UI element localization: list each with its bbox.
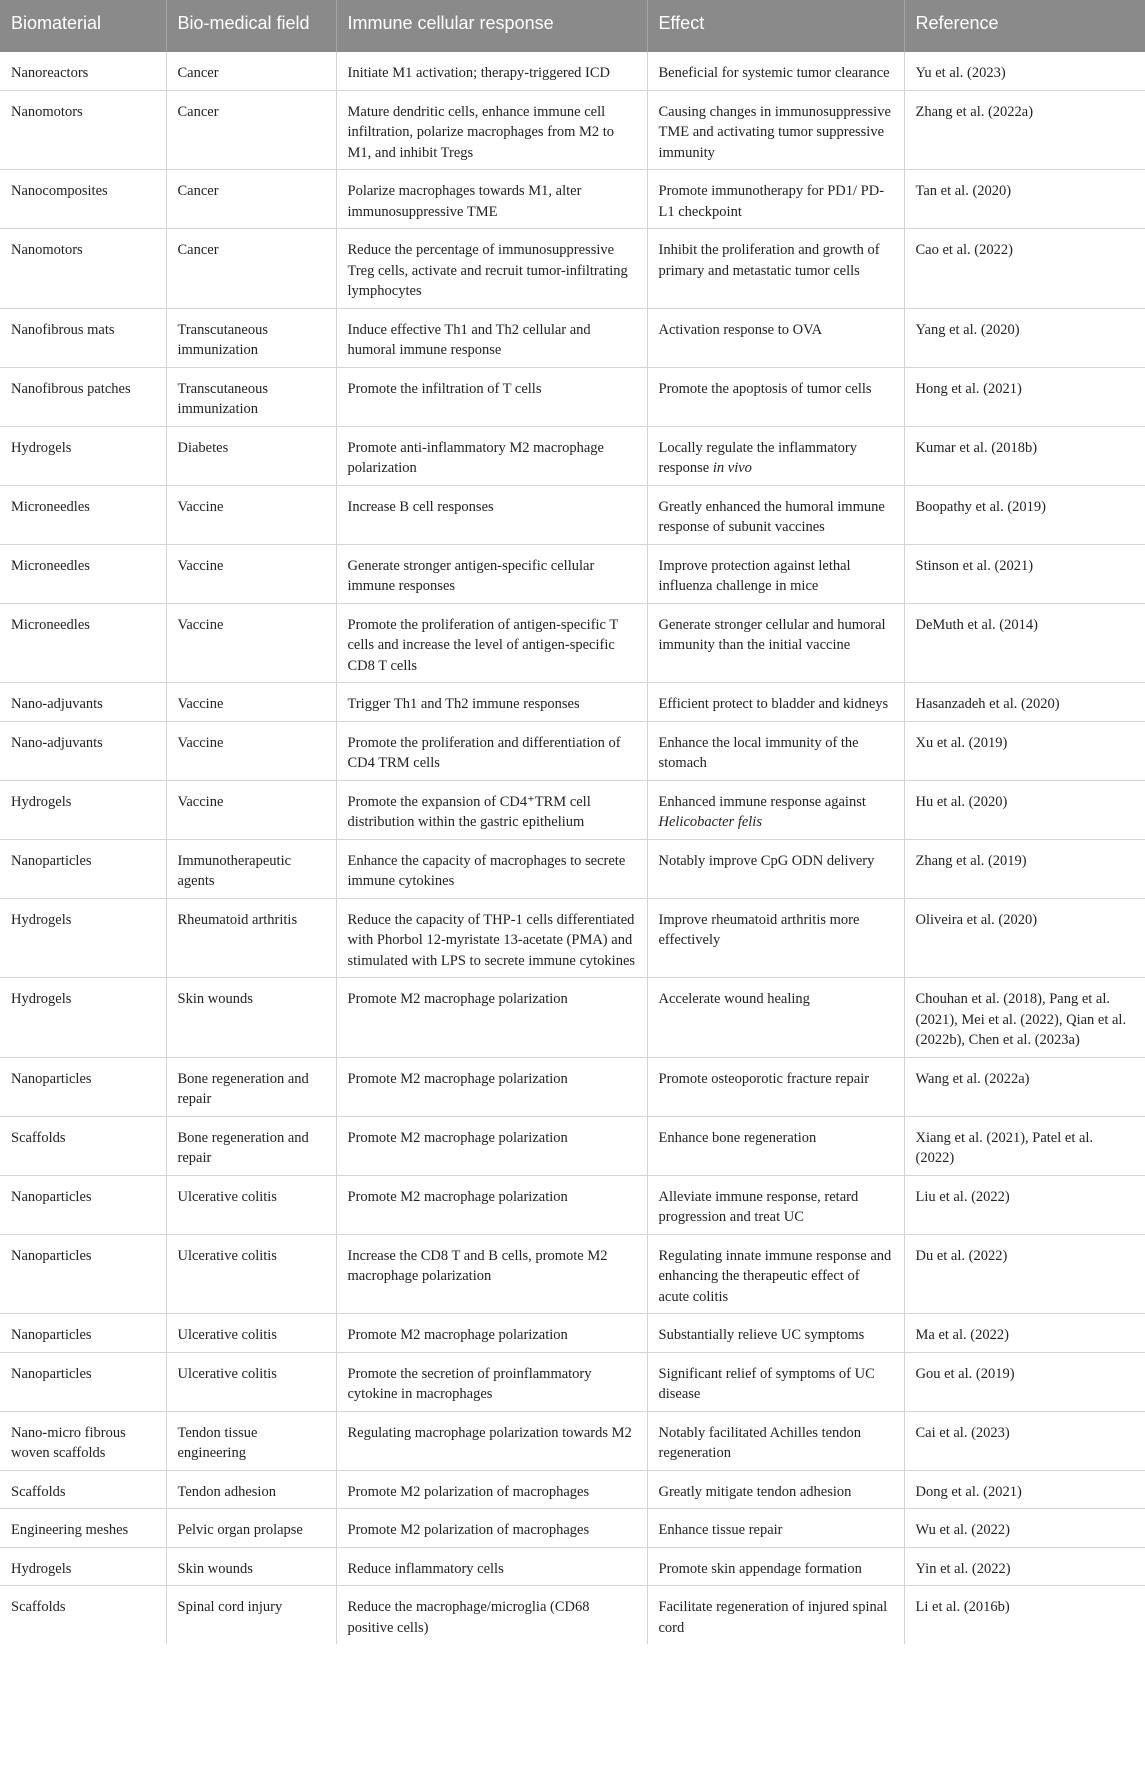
effect-cell: Enhance the local immunity of the stomach	[647, 721, 904, 780]
reference-cell: Yang et al. (2020)	[904, 308, 1145, 367]
biomedical-field-cell: Immunotherapeutic agents	[166, 839, 336, 898]
immune-response-cell: Promote M2 macrophage polarization	[336, 1057, 647, 1116]
biomaterial-cell: Hydrogels	[0, 780, 166, 839]
reference-cell: Zhang et al. (2022a)	[904, 90, 1145, 170]
reference-cell: Liu et al. (2022)	[904, 1175, 1145, 1234]
biomedical-field-cell: Transcutaneous immunization	[166, 308, 336, 367]
effect-cell: Accelerate wound healing	[647, 978, 904, 1058]
effect-cell: Promote the apoptosis of tumor cells	[647, 367, 904, 426]
immune-response-cell: Promote M2 polarization of macrophages	[336, 1509, 647, 1548]
reference-cell: Cai et al. (2023)	[904, 1411, 1145, 1470]
reference-cell: Gou et al. (2019)	[904, 1352, 1145, 1411]
biomedical-field-cell: Cancer	[166, 52, 336, 90]
table-row	[0, 1234, 1145, 1314]
biomaterial-cell: Nanomotors	[0, 90, 166, 170]
effect-cell: Beneficial for systemic tumor clearance	[647, 52, 904, 90]
biomaterial-cell: Nanoparticles	[0, 1234, 166, 1314]
reference-cell: Wang et al. (2022a)	[904, 1057, 1145, 1116]
biomedical-field-cell: Vaccine	[166, 721, 336, 780]
effect-cell: Enhance tissue repair	[647, 1509, 904, 1548]
reference-cell: Yu et al. (2023)	[904, 52, 1145, 90]
biomaterial-cell: Nanofibrous patches	[0, 367, 166, 426]
reference-cell: DeMuth et al. (2014)	[904, 603, 1145, 683]
biomedical-field-cell: Cancer	[166, 229, 336, 309]
table-row	[0, 1470, 1145, 1509]
effect-cell: Substantially relieve UC symptoms	[647, 1314, 904, 1353]
reference-cell: Dong et al. (2021)	[904, 1470, 1145, 1509]
effect-cell: Significant relief of symptoms of UC disease	[647, 1352, 904, 1411]
reference-cell: Kumar et al. (2018b)	[904, 426, 1145, 485]
biomaterial-cell: Nanofibrous mats	[0, 308, 166, 367]
biomedical-field-cell: Ulcerative colitis	[166, 1175, 336, 1234]
table-row	[0, 603, 1145, 683]
immune-response-cell: Induce effective Th1 and Th2 cellular and humoral immune response	[336, 308, 647, 367]
effect-cell: Causing changes in immunosuppressive TME and activating tumor suppressive immunity	[647, 90, 904, 170]
biomedical-field-cell: Bone regeneration and repair	[166, 1057, 336, 1116]
table-row	[0, 367, 1145, 426]
biomedical-field-cell: Tendon adhesion	[166, 1470, 336, 1509]
effect-cell: Locally regulate the inflammatory response in vivo	[647, 426, 904, 485]
table-row	[0, 1057, 1145, 1116]
effect-cell: Greatly enhanced the humoral immune response of subunit vaccines	[647, 485, 904, 544]
immune-response-cell: Promote M2 macrophage polarization	[336, 1175, 647, 1234]
biomaterial-cell: Microneedles	[0, 544, 166, 603]
table-row	[0, 170, 1145, 229]
immune-response-cell: Reduce the capacity of THP-1 cells differentiated with Phorbol 12-myristate 13-acetate (PMA) and stimulated with LPS to secrete immune cytokines	[336, 898, 647, 978]
reference-cell: Chouhan et al. (2018), Pang et al. (2021), Mei et al. (2022), Qian et al. (2022b), Chen et al. (2023a)	[904, 978, 1145, 1058]
table-body	[0, 52, 1145, 1644]
table-row	[0, 1352, 1145, 1411]
effect-cell: Efficient protect to bladder and kidneys	[647, 683, 904, 722]
immune-response-cell: Promote the infiltration of T cells	[336, 367, 647, 426]
table-row	[0, 544, 1145, 603]
effect-cell: Greatly mitigate tendon adhesion	[647, 1470, 904, 1509]
biomaterial-cell: Nanocomposites	[0, 170, 166, 229]
biomaterial-cell: Hydrogels	[0, 978, 166, 1058]
italic-term: in vivo	[712, 460, 752, 476]
immune-response-cell: Promote M2 macrophage polarization	[336, 978, 647, 1058]
table-row	[0, 978, 1145, 1058]
table-row	[0, 485, 1145, 544]
immune-response-cell: Initiate M1 activation; therapy-triggered ICD	[336, 52, 647, 90]
header-biomedical-field: Bio-medical field	[166, 0, 336, 52]
reference-cell: Hu et al. (2020)	[904, 780, 1145, 839]
biomaterial-cell: Hydrogels	[0, 1547, 166, 1586]
header-effect: Effect	[647, 0, 904, 52]
biomedical-field-cell: Cancer	[166, 170, 336, 229]
table-row	[0, 683, 1145, 722]
effect-cell: Notably facilitated Achilles tendon regeneration	[647, 1411, 904, 1470]
table-row	[0, 839, 1145, 898]
italic-term: Helicobacter felis	[658, 814, 762, 830]
table-row	[0, 90, 1145, 170]
biomaterial-cell: Nanomotors	[0, 229, 166, 309]
biomaterial-cell: Nano-micro fibrous woven scaffolds	[0, 1411, 166, 1470]
biomaterial-cell: Nano-adjuvants	[0, 721, 166, 780]
biomaterial-cell: Microneedles	[0, 603, 166, 683]
reference-cell: Du et al. (2022)	[904, 1234, 1145, 1314]
biomaterial-cell: Nanoparticles	[0, 1352, 166, 1411]
reference-cell: Zhang et al. (2019)	[904, 839, 1145, 898]
table-row	[0, 1586, 1145, 1645]
header-immune-cellular-response: Immune cellular response	[336, 0, 647, 52]
table-row	[0, 721, 1145, 780]
biomaterial-cell: Scaffolds	[0, 1586, 166, 1645]
biomaterial-cell: Engineering meshes	[0, 1509, 166, 1548]
table-row	[0, 52, 1145, 90]
biomedical-field-cell: Vaccine	[166, 485, 336, 544]
effect-cell: Activation response to OVA	[647, 308, 904, 367]
table-row	[0, 308, 1145, 367]
biomedical-field-cell: Cancer	[166, 90, 336, 170]
biomaterial-cell: Nanoparticles	[0, 839, 166, 898]
reference-cell: Xiang et al. (2021), Patel et al. (2022)	[904, 1116, 1145, 1175]
effect-cell: Facilitate regeneration of injured spinal cord	[647, 1586, 904, 1645]
reference-cell: Ma et al. (2022)	[904, 1314, 1145, 1353]
header-biomaterial: Biomaterial	[0, 0, 166, 52]
immune-response-cell: Regulating macrophage polarization towards M2	[336, 1411, 647, 1470]
biomedical-field-cell: Ulcerative colitis	[166, 1234, 336, 1314]
biomaterial-cell: Nanoreactors	[0, 52, 166, 90]
immune-response-cell: Promote the expansion of CD4⁺TRM cell distribution within the gastric epithelium	[336, 780, 647, 839]
table-row	[0, 1116, 1145, 1175]
effect-cell: Enhance bone regeneration	[647, 1116, 904, 1175]
table-row	[0, 1411, 1145, 1470]
biomaterial-cell: Hydrogels	[0, 898, 166, 978]
reference-cell: Tan et al. (2020)	[904, 170, 1145, 229]
immune-response-cell: Promote anti-inflammatory M2 macrophage polarization	[336, 426, 647, 485]
immune-response-cell: Promote M2 macrophage polarization	[336, 1314, 647, 1353]
immune-response-cell: Promote the secretion of proinflammatory cytokine in macrophages	[336, 1352, 647, 1411]
reference-cell: Cao et al. (2022)	[904, 229, 1145, 309]
immune-response-cell: Promote the proliferation of antigen-specific T cells and increase the level of antigen-specific CD8 T cells	[336, 603, 647, 683]
biomaterial-cell: Nanoparticles	[0, 1314, 166, 1353]
immune-response-cell: Enhance the capacity of macrophages to secrete immune cytokines	[336, 839, 647, 898]
effect-cell: Generate stronger cellular and humoral immunity than the initial vaccine	[647, 603, 904, 683]
biomedical-field-cell: Bone regeneration and repair	[166, 1116, 336, 1175]
biomedical-field-cell: Spinal cord injury	[166, 1586, 336, 1645]
biomedical-field-cell: Transcutaneous immunization	[166, 367, 336, 426]
table-header	[0, 0, 1145, 52]
effect-cell: Notably improve CpG ODN delivery	[647, 839, 904, 898]
reference-cell: Stinson et al. (2021)	[904, 544, 1145, 603]
reference-cell: Oliveira et al. (2020)	[904, 898, 1145, 978]
biomaterial-cell: Scaffolds	[0, 1116, 166, 1175]
biomaterial-cell: Hydrogels	[0, 426, 166, 485]
table-row	[0, 1314, 1145, 1353]
biomedical-field-cell: Diabetes	[166, 426, 336, 485]
table-row	[0, 780, 1145, 839]
biomedical-field-cell: Vaccine	[166, 544, 336, 603]
reference-cell: Hasanzadeh et al. (2020)	[904, 683, 1145, 722]
biomedical-field-cell: Ulcerative colitis	[166, 1352, 336, 1411]
biomaterial-cell: Nanoparticles	[0, 1175, 166, 1234]
biomedical-field-cell: Vaccine	[166, 683, 336, 722]
effect-cell: Promote osteoporotic fracture repair	[647, 1057, 904, 1116]
effect-cell: Improve protection against lethal influenza challenge in mice	[647, 544, 904, 603]
immune-response-cell: Increase the CD8 T and B cells, promote M2 macrophage polarization	[336, 1234, 647, 1314]
biomaterial-cell: Nano-adjuvants	[0, 683, 166, 722]
table-row	[0, 898, 1145, 978]
effect-cell: Enhanced immune response against Helicobacter felis	[647, 780, 904, 839]
reference-cell: Boopathy et al. (2019)	[904, 485, 1145, 544]
biomedical-field-cell: Pelvic organ prolapse	[166, 1509, 336, 1548]
table-row	[0, 1547, 1145, 1586]
biomedical-field-cell: Skin wounds	[166, 1547, 336, 1586]
biomedical-field-cell: Vaccine	[166, 603, 336, 683]
reference-cell: Xu et al. (2019)	[904, 721, 1145, 780]
immune-response-cell: Polarize macrophages towards M1, alter immunosuppressive TME	[336, 170, 647, 229]
effect-cell: Promote immunotherapy for PD1/ PD-L1 checkpoint	[647, 170, 904, 229]
immune-response-cell: Generate stronger antigen-specific cellular immune responses	[336, 544, 647, 603]
immune-response-cell: Promote M2 polarization of macrophages	[336, 1470, 647, 1509]
effect-cell: Improve rheumatoid arthritis more effectively	[647, 898, 904, 978]
reference-cell: Wu et al. (2022)	[904, 1509, 1145, 1548]
biomedical-field-cell: Skin wounds	[166, 978, 336, 1058]
reference-cell: Yin et al. (2022)	[904, 1547, 1145, 1586]
immune-response-cell: Trigger Th1 and Th2 immune responses	[336, 683, 647, 722]
table-row	[0, 1175, 1145, 1234]
reference-cell: Li et al. (2016b)	[915, 1599, 1010, 1615]
immune-response-cell: Mature dendritic cells, enhance immune cell infiltration, polarize macrophages from M2 to M1, and inhibit Tregs	[336, 90, 647, 170]
biomedical-field-cell: Tendon tissue engineering	[166, 1411, 336, 1470]
biomaterial-cell: Microneedles	[0, 485, 166, 544]
header-reference: Reference	[904, 0, 1145, 52]
immune-response-cell: Reduce the percentage of immunosuppressive Treg cells, activate and recruit tumor-infiltrating lymphocytes	[336, 229, 647, 309]
header-row	[0, 0, 1145, 52]
effect-cell: Promote skin appendage formation	[647, 1547, 904, 1586]
immune-response-cell: Reduce the macrophage/microglia (CD68 positive cells)	[336, 1586, 647, 1645]
biomaterial-cell: Nanoparticles	[0, 1057, 166, 1116]
effect-cell: Regulating innate immune response and enhancing the therapeutic effect of acute colitis	[647, 1234, 904, 1314]
reference-cell: Hong et al. (2021)	[904, 367, 1145, 426]
table-row	[0, 426, 1145, 485]
table-row	[0, 1509, 1145, 1548]
effect-cell: Inhibit the proliferation and growth of primary and metastatic tumor cells	[647, 229, 904, 309]
biomaterial-cell: Scaffolds	[0, 1470, 166, 1509]
biomedical-field-cell: Ulcerative colitis	[166, 1314, 336, 1353]
immune-response-cell: Promote the proliferation and differentiation of CD4 TRM cells	[336, 721, 647, 780]
immune-response-cell: Increase B cell responses	[336, 485, 647, 544]
table-row	[0, 229, 1145, 309]
biomedical-field-cell: Rheumatoid arthritis	[166, 898, 336, 978]
biomedical-field-cell: Vaccine	[166, 780, 336, 839]
immune-response-cell: Reduce inflammatory cells	[336, 1547, 647, 1586]
immune-response-cell: Promote M2 macrophage polarization	[336, 1116, 647, 1175]
effect-cell: Alleviate immune response, retard progression and treat UC	[647, 1175, 904, 1234]
